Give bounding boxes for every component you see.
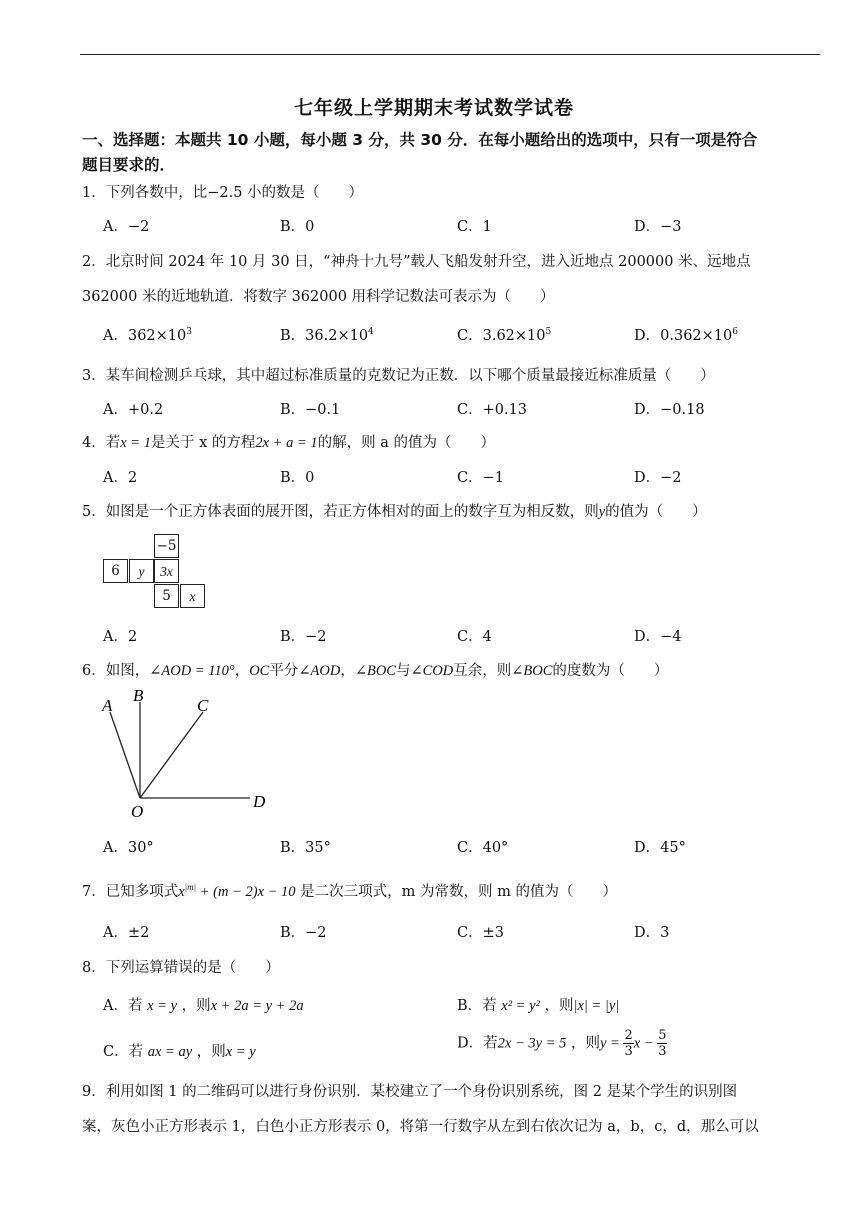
- cube-net-cell: x: [180, 584, 205, 608]
- section-heading-line2: 题目要求的．: [82, 156, 176, 174]
- q5-option-d: D．−4: [634, 629, 682, 645]
- q7-option-d: D．3: [634, 925, 670, 941]
- ray-oa: [110, 712, 140, 798]
- q2-option-c: C．$3.62\times 10^5$: [457, 327, 552, 344]
- q7-option-c: C．±3: [457, 925, 504, 941]
- q5-option-a: A．2: [103, 629, 138, 645]
- fraction-two-thirds: $\frac{2}{3}$: [624, 1028, 633, 1059]
- q4-option-a: A．2: [103, 470, 138, 486]
- q6-option-c: C．40°: [457, 840, 509, 856]
- q8-stem: 8．下列运算错误的是（ ）: [82, 960, 280, 976]
- cube-net-cell: 3x: [154, 559, 179, 583]
- q8-option-a: A．若 x = y ，则x + 2a = y + 2a: [103, 998, 304, 1014]
- point-c-label: C: [197, 696, 209, 715]
- cube-net-cell: −5: [154, 534, 179, 558]
- point-b-label: B: [133, 686, 144, 705]
- point-o-label: O: [131, 802, 144, 821]
- q3-option-d: D．−0.18: [634, 402, 705, 418]
- q8-option-c: C．若 ax = ay ，则x = y: [103, 1044, 256, 1060]
- q1-option-c: C．1: [457, 219, 492, 235]
- cube-net-cell: 6: [103, 559, 128, 583]
- q8-option-b: B．若 x² = y² ，则|x| = |y|: [457, 998, 620, 1014]
- cube-net-figure: [103, 534, 205, 609]
- q5-stem: 5．如图是一个正方体表面的展开图，若正方体相对的面上的数字互为相反数，则y的值为（ ）: [82, 504, 707, 520]
- q1-option-d: D．−3: [634, 219, 682, 235]
- q7-option-b: B．−2: [280, 925, 327, 941]
- q2-stem-line2: 362000 米的近地轨道．将数字 362000 用科学记数法可表示为（ ）: [82, 289, 555, 305]
- q6-option-b: B．35°: [280, 840, 331, 856]
- ray-oc: [140, 712, 203, 798]
- section-heading: [82, 128, 822, 178]
- q5-option-c: C．4: [457, 629, 492, 645]
- q3-option-b: B．−0.1: [280, 402, 341, 418]
- q7-option-a: A．±2: [103, 925, 150, 941]
- header-rule: [80, 54, 820, 55]
- q3-option-c: C．+0.13: [457, 402, 528, 418]
- page-title: 七年级上学期期末考试数学试卷: [293, 97, 574, 119]
- q2-option-b: B．$36.2\times 10^4$: [280, 327, 374, 344]
- q2-stem-line1: 2．北京时间 2024 年 10 月 30 日，“神舟十九号”载人飞船发射升空，进入近地点 200000 米、远地点: [82, 254, 751, 270]
- q3-option-a: A．+0.2: [103, 402, 164, 418]
- q4-stem: 4．若x = 1是关于 x 的方程2x + a = 1的解，则 a 的值为（ ）: [82, 435, 496, 451]
- fraction-five-thirds: $\frac{5}{3}$: [658, 1028, 667, 1059]
- q6-option-d: D．45°: [634, 840, 686, 856]
- q6-stem: 6．如图，∠AOD = 110°，OC平分∠AOD，∠BOC与∠COD互余，则∠BOC的度数为（ ）: [82, 663, 669, 679]
- q2-option-d: D．$0.362\times 10^6$: [634, 327, 738, 344]
- q9-stem-line1: 9．利用如图 1 的二维码可以进行身份识别．某校建立了一个身份识别系统，图 2 是某个学生的识别图: [82, 1084, 738, 1100]
- cube-net-cell: 5: [154, 584, 179, 608]
- point-a-label: A: [102, 696, 113, 715]
- q3-stem: 3．某车间检测乒乓球，其中超过标准质量的克数记为正数．以下哪个质量最接近标准质量（ ）: [82, 368, 715, 384]
- q4-option-d: D．−2: [634, 470, 682, 486]
- cube-net-cell: y: [129, 559, 154, 583]
- q4-option-c: C．−1: [457, 470, 504, 486]
- point-d-label: D: [253, 792, 266, 811]
- q7-stem: 7．已知多项式$x^{|m|} + (m - 2)x - 10$ 是二次三项式，m 为常数，则 m 的值为（ ）: [82, 882, 617, 900]
- section-heading-line1: 一、选择题：本题共 10 小题，每小题 3 分，共 30 分．在每小题给出的选项中，只有一项是符合: [82, 131, 758, 149]
- q2-option-a: A．$362\times 10^3$: [103, 327, 192, 344]
- angle-figure: [98, 684, 278, 824]
- q6-option-a: A．30°: [103, 840, 154, 856]
- q9-stem-line2: 案，灰色小正方形表示 1，白色小正方形表示 0，将第一行数字从左到右依次记为 a，b，c，d，那么可以: [82, 1119, 759, 1135]
- q8-option-d: D．若2x − 3y = 5 ，则y = $\frac{2}{3}$ x − $\frac{5}{3}$: [457, 1028, 667, 1059]
- q1-option-a: A．−2: [103, 219, 150, 235]
- q4-option-b: B．0: [280, 470, 315, 486]
- q1-option-b: B．0: [280, 219, 315, 235]
- q1-stem: 1．下列各数中，比−2.5 小的数是（ ）: [82, 185, 364, 201]
- q5-option-b: B．−2: [280, 629, 327, 645]
